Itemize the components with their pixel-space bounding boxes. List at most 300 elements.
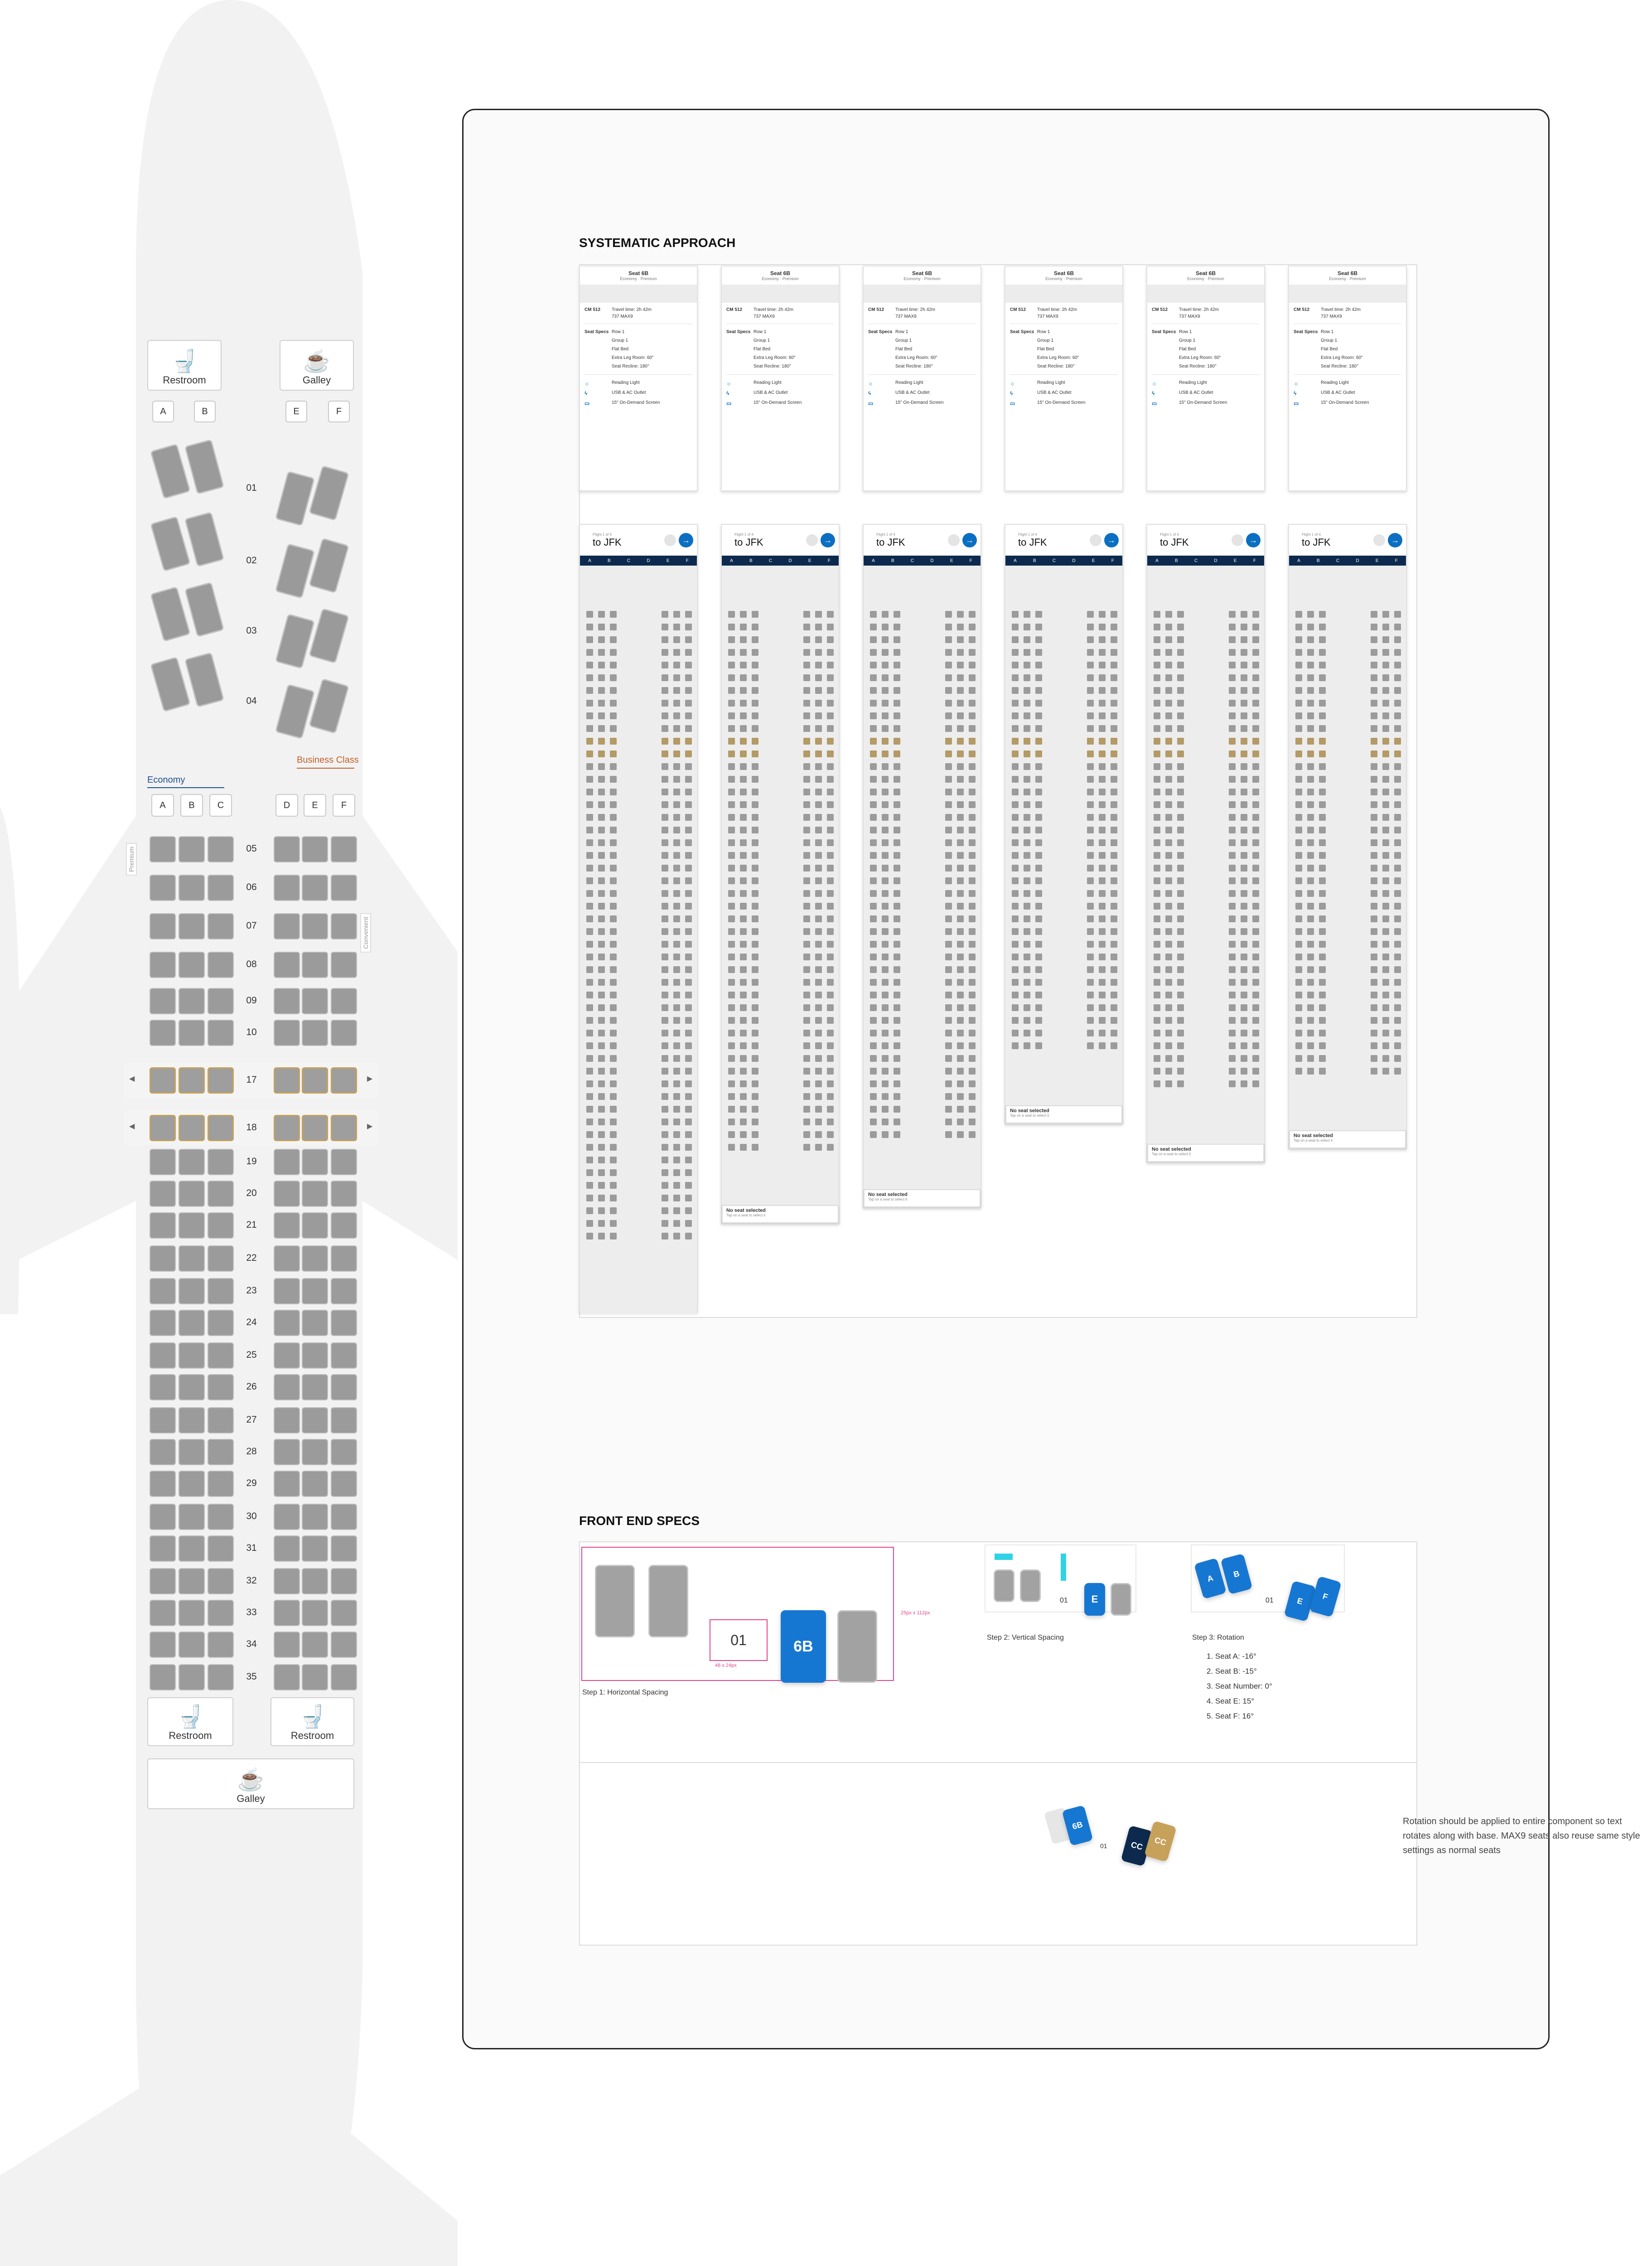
mini-seat[interactable] (728, 687, 735, 694)
mini-seat[interactable] (662, 992, 668, 998)
mini-seat[interactable] (673, 1004, 680, 1011)
mini-seat[interactable] (1099, 966, 1106, 973)
mini-seat[interactable] (728, 1118, 735, 1125)
mini-seat[interactable] (969, 674, 976, 681)
mini-seat[interactable] (598, 1093, 605, 1100)
mini-seat[interactable] (586, 789, 593, 795)
economy-seat[interactable] (302, 1632, 328, 1658)
mini-seat[interactable] (1241, 700, 1247, 707)
mini-seat[interactable] (1319, 928, 1326, 935)
mini-seat[interactable] (1099, 903, 1106, 910)
mini-seat[interactable] (815, 636, 822, 643)
economy-seat[interactable] (179, 1535, 205, 1562)
mini-seat[interactable] (1371, 700, 1377, 707)
mini-seat[interactable] (598, 1207, 605, 1214)
economy-seat[interactable] (179, 988, 205, 1014)
mini-seat[interactable] (969, 992, 976, 998)
economy-seat[interactable] (274, 1342, 300, 1369)
mini-seat[interactable] (1319, 662, 1326, 668)
economy-seat[interactable] (150, 1020, 176, 1046)
mini-seat[interactable] (1024, 649, 1030, 656)
mini-seat[interactable] (1111, 890, 1117, 897)
mini-seat[interactable] (894, 814, 900, 821)
mini-seat[interactable] (740, 941, 747, 948)
mini-seat[interactable] (957, 1017, 964, 1024)
mini-seat[interactable] (1035, 839, 1042, 846)
mini-seat[interactable] (969, 979, 976, 986)
mini-seat[interactable] (1099, 649, 1106, 656)
mini-seat[interactable] (957, 1106, 964, 1113)
mini-seat[interactable] (945, 827, 952, 833)
mini-seat[interactable] (1252, 1055, 1259, 1062)
mini-seat[interactable] (1012, 776, 1019, 783)
mini-seat[interactable] (969, 624, 976, 630)
mini-seat[interactable] (685, 903, 692, 910)
mini-seat[interactable] (1087, 750, 1094, 757)
mini-seat[interactable] (1024, 776, 1030, 783)
mini-seat[interactable] (1165, 776, 1172, 783)
mini-seat[interactable] (610, 1017, 617, 1024)
mini-seat[interactable] (882, 915, 889, 922)
mini-seat[interactable] (882, 954, 889, 960)
mini-seat[interactable] (870, 890, 877, 897)
mini-seat[interactable] (740, 700, 747, 707)
mini-seat[interactable] (740, 687, 747, 694)
mini-seat[interactable] (957, 1093, 964, 1100)
mini-seat[interactable] (1252, 1042, 1259, 1049)
mini-seat[interactable] (1154, 1017, 1160, 1024)
mini-seat[interactable] (1012, 662, 1019, 668)
mini-seat[interactable] (1319, 687, 1326, 694)
mini-seat[interactable] (728, 1017, 735, 1024)
mini-seat[interactable] (685, 954, 692, 960)
mini-seat[interactable] (728, 1080, 735, 1087)
mini-seat[interactable] (945, 992, 952, 998)
mini-seat[interactable] (803, 1080, 810, 1087)
mini-seat[interactable] (1177, 979, 1184, 986)
mini-seat[interactable] (1241, 1017, 1247, 1024)
mini-seat[interactable] (882, 1017, 889, 1024)
mini-seat[interactable] (827, 877, 834, 884)
mini-seat[interactable] (598, 1157, 605, 1163)
mini-seat[interactable] (1394, 827, 1401, 833)
mini-seat[interactable] (1165, 636, 1172, 643)
mini-seat[interactable] (1229, 941, 1236, 948)
mini-seat[interactable] (1394, 941, 1401, 948)
mini-seat[interactable] (815, 1068, 822, 1075)
mini-seat[interactable] (752, 992, 758, 998)
mini-seat[interactable] (1241, 890, 1247, 897)
economy-seat[interactable] (150, 1600, 176, 1626)
mini-seat[interactable] (1111, 1042, 1117, 1049)
economy-seat[interactable] (208, 1632, 234, 1658)
mini-seat[interactable] (740, 839, 747, 846)
mini-seat[interactable] (827, 992, 834, 998)
mini-seat[interactable] (685, 1118, 692, 1125)
mini-seat[interactable] (1295, 750, 1302, 757)
mini-seat[interactable] (1035, 611, 1042, 618)
mini-seat[interactable] (1024, 966, 1030, 973)
mini-seat[interactable] (1111, 1030, 1117, 1036)
mini-seat[interactable] (894, 725, 900, 732)
mini-seat[interactable] (1035, 776, 1042, 783)
economy-seat[interactable] (179, 1568, 205, 1594)
mini-seat[interactable] (728, 725, 735, 732)
mini-seat[interactable] (1165, 992, 1172, 998)
mini-seat[interactable] (945, 1017, 952, 1024)
mini-seat[interactable] (815, 674, 822, 681)
economy-seat[interactable] (331, 1278, 357, 1304)
mini-seat[interactable] (969, 1118, 976, 1125)
mini-seat[interactable] (870, 1055, 877, 1062)
mini-seat[interactable] (586, 890, 593, 897)
mini-seat[interactable] (1111, 776, 1117, 783)
mini-seat[interactable] (1241, 865, 1247, 872)
mini-seat[interactable] (1099, 611, 1106, 618)
mini-seat[interactable] (827, 915, 834, 922)
mini-seat[interactable] (673, 839, 680, 846)
economy-seat[interactable] (274, 1149, 300, 1175)
mini-seat[interactable] (1382, 1055, 1389, 1062)
mini-seat[interactable] (598, 1068, 605, 1075)
mini-seat[interactable] (1241, 1068, 1247, 1075)
mini-seat[interactable] (945, 928, 952, 935)
mini-seat[interactable] (1111, 1004, 1117, 1011)
mini-seat[interactable] (740, 865, 747, 872)
mini-seat[interactable] (1394, 814, 1401, 821)
mini-seat[interactable] (728, 1004, 735, 1011)
mini-seat[interactable] (1307, 750, 1314, 757)
mini-seat[interactable] (1319, 763, 1326, 770)
economy-seat[interactable] (208, 875, 234, 901)
economy-seat[interactable] (150, 1407, 176, 1433)
next-arrow-icon[interactable]: → (821, 533, 835, 547)
mini-seat[interactable] (815, 992, 822, 998)
economy-seat[interactable] (331, 875, 357, 901)
mini-seat[interactable] (969, 941, 976, 948)
mini-seat[interactable] (969, 1106, 976, 1113)
mini-seat[interactable] (969, 814, 976, 821)
mini-seat[interactable] (1307, 763, 1314, 770)
mini-seat[interactable] (728, 1093, 735, 1100)
economy-seat[interactable] (179, 1342, 205, 1369)
mini-seat[interactable] (586, 700, 593, 707)
mini-seat[interactable] (673, 738, 680, 745)
mini-seat[interactable] (1087, 624, 1094, 630)
economy-seat[interactable] (331, 1504, 357, 1530)
mini-seat[interactable] (662, 827, 668, 833)
mini-seat[interactable] (673, 903, 680, 910)
mini-seat[interactable] (1295, 649, 1302, 656)
economy-seat[interactable] (302, 1535, 328, 1562)
mini-seat[interactable] (662, 1169, 668, 1176)
mini-seat[interactable] (1087, 738, 1094, 745)
mini-seat[interactable] (957, 611, 964, 618)
mini-seat[interactable] (1111, 674, 1117, 681)
mini-seat[interactable] (969, 662, 976, 668)
mini-seat[interactable] (586, 1068, 593, 1075)
mini-seat[interactable] (1229, 624, 1236, 630)
mini-seat[interactable] (728, 877, 735, 884)
mini-seat[interactable] (1035, 624, 1042, 630)
mini-seat[interactable] (673, 789, 680, 795)
mini-seat[interactable] (1099, 865, 1106, 872)
mini-seat[interactable] (1087, 1030, 1094, 1036)
mini-seat[interactable] (740, 827, 747, 833)
mini-seat[interactable] (1241, 852, 1247, 859)
mini-seat[interactable] (1154, 827, 1160, 833)
mini-seat[interactable] (752, 877, 758, 884)
mini-seat[interactable] (1229, 611, 1236, 618)
mini-seat[interactable] (1177, 611, 1184, 618)
mini-seat[interactable] (752, 674, 758, 681)
mini-seat[interactable] (1394, 750, 1401, 757)
mini-seat[interactable] (1229, 750, 1236, 757)
economy-seat[interactable] (274, 1504, 300, 1530)
mini-seat[interactable] (1012, 890, 1019, 897)
mini-seat[interactable] (945, 1030, 952, 1036)
mini-seat[interactable] (1307, 1055, 1314, 1062)
mini-seat[interactable] (882, 992, 889, 998)
mini-seat[interactable] (1024, 814, 1030, 821)
mini-seat[interactable] (969, 928, 976, 935)
mini-seat[interactable] (1154, 738, 1160, 745)
mini-seat[interactable] (815, 712, 822, 719)
mini-seat[interactable] (957, 992, 964, 998)
mini-seat[interactable] (673, 1118, 680, 1125)
premium-seat[interactable] (150, 1115, 176, 1141)
mini-seat[interactable] (882, 827, 889, 833)
mini-seat[interactable] (957, 1055, 964, 1062)
mini-seat[interactable] (870, 1080, 877, 1087)
mini-seat[interactable] (1295, 1042, 1302, 1049)
mini-seat[interactable] (685, 852, 692, 859)
mini-seat[interactable] (598, 1004, 605, 1011)
mini-seat[interactable] (957, 725, 964, 732)
mini-seat[interactable] (870, 1042, 877, 1049)
economy-seat[interactable] (179, 1374, 205, 1400)
mini-seat[interactable] (662, 789, 668, 795)
mini-seat[interactable] (969, 801, 976, 808)
mini-seat[interactable] (803, 611, 810, 618)
mini-seat[interactable] (1241, 992, 1247, 998)
mini-seat[interactable] (1099, 674, 1106, 681)
mini-seat[interactable] (1099, 662, 1106, 668)
mini-seat[interactable] (1394, 763, 1401, 770)
mini-seat[interactable] (1087, 852, 1094, 859)
mini-seat[interactable] (969, 1093, 976, 1100)
mini-seat[interactable] (685, 1157, 692, 1163)
mini-seat[interactable] (1241, 954, 1247, 960)
mini-seat[interactable] (1394, 687, 1401, 694)
mini-seat[interactable] (1241, 1030, 1247, 1036)
economy-seat[interactable] (302, 1374, 328, 1400)
mini-seat[interactable] (1154, 725, 1160, 732)
mini-seat[interactable] (1165, 954, 1172, 960)
mini-seat[interactable] (827, 636, 834, 643)
mini-seat[interactable] (1371, 662, 1377, 668)
mini-seat[interactable] (1111, 814, 1117, 821)
economy-seat[interactable] (179, 836, 205, 862)
mini-seat[interactable] (1394, 839, 1401, 846)
avatar[interactable] (948, 534, 960, 546)
mini-seat[interactable] (1307, 636, 1314, 643)
mini-seat[interactable] (882, 890, 889, 897)
mini-seat[interactable] (752, 636, 758, 643)
mini-seat[interactable] (728, 915, 735, 922)
premium-seat[interactable] (331, 1115, 357, 1141)
mini-seat[interactable] (1012, 877, 1019, 884)
mini-seat[interactable] (870, 865, 877, 872)
mini-seat[interactable] (685, 636, 692, 643)
mini-seat[interactable] (827, 1131, 834, 1138)
mini-seat[interactable] (1229, 890, 1236, 897)
mini-seat[interactable] (1394, 1068, 1401, 1075)
economy-seat[interactable] (208, 1535, 234, 1562)
mini-seat[interactable] (945, 1080, 952, 1087)
mini-seat[interactable] (1319, 801, 1326, 808)
mini-seat[interactable] (728, 827, 735, 833)
mini-seat[interactable] (1154, 1080, 1160, 1087)
mini-seat[interactable] (662, 1233, 668, 1240)
mini-seat[interactable] (815, 839, 822, 846)
mini-seat[interactable] (815, 915, 822, 922)
mini-seat[interactable] (1154, 789, 1160, 795)
mini-seat[interactable] (586, 992, 593, 998)
mini-seat[interactable] (945, 750, 952, 757)
mini-seat[interactable] (1229, 801, 1236, 808)
mini-seat[interactable] (673, 624, 680, 630)
avatar[interactable] (664, 534, 676, 546)
mini-seat[interactable] (969, 1080, 976, 1087)
economy-seat[interactable] (302, 836, 328, 862)
mini-seat[interactable] (1307, 1017, 1314, 1024)
mini-seat[interactable] (1229, 928, 1236, 935)
mini-seat[interactable] (870, 992, 877, 998)
economy-seat[interactable] (150, 1632, 176, 1658)
economy-seat[interactable] (331, 1535, 357, 1562)
mini-seat[interactable] (1319, 712, 1326, 719)
mini-seat[interactable] (969, 763, 976, 770)
mini-seat[interactable] (752, 750, 758, 757)
mini-seat[interactable] (1035, 954, 1042, 960)
mini-seat[interactable] (1165, 1080, 1172, 1087)
mini-seat[interactable] (1382, 827, 1389, 833)
mini-seat[interactable] (1035, 852, 1042, 859)
mini-seat[interactable] (870, 611, 877, 618)
mini-seat[interactable] (1165, 1042, 1172, 1049)
mini-seat[interactable] (815, 1080, 822, 1087)
mini-seat[interactable] (1087, 814, 1094, 821)
mini-seat[interactable] (945, 712, 952, 719)
mini-seat[interactable] (957, 966, 964, 973)
mini-seat[interactable] (740, 776, 747, 783)
mini-seat[interactable] (598, 1131, 605, 1138)
mini-seat[interactable] (662, 915, 668, 922)
mini-seat[interactable] (598, 928, 605, 935)
next-arrow-icon[interactable]: → (679, 533, 693, 547)
mini-seat[interactable] (662, 712, 668, 719)
mini-seat[interactable] (673, 1080, 680, 1087)
mini-seat[interactable] (827, 890, 834, 897)
mini-seat[interactable] (1382, 636, 1389, 643)
mini-seat[interactable] (1295, 738, 1302, 745)
economy-seat[interactable] (274, 1632, 300, 1658)
mini-seat[interactable] (1154, 624, 1160, 630)
mini-seat[interactable] (662, 1055, 668, 1062)
mini-seat[interactable] (662, 1207, 668, 1214)
mini-seat[interactable] (1111, 611, 1117, 618)
economy-seat[interactable] (208, 1212, 234, 1239)
next-arrow-icon[interactable]: → (1104, 533, 1119, 547)
mini-seat[interactable] (894, 954, 900, 960)
mini-seat[interactable] (685, 1195, 692, 1201)
mini-seat[interactable] (827, 941, 834, 948)
mini-seat[interactable] (1307, 725, 1314, 732)
mini-seat[interactable] (870, 827, 877, 833)
mini-seat[interactable] (1371, 674, 1377, 681)
economy-seat[interactable] (331, 1664, 357, 1690)
mini-seat[interactable] (1229, 700, 1236, 707)
mini-seat[interactable] (752, 1030, 758, 1036)
mini-seat[interactable] (586, 1080, 593, 1087)
mini-seat[interactable] (598, 1182, 605, 1189)
economy-seat[interactable] (179, 1632, 205, 1658)
mini-seat[interactable] (1371, 954, 1377, 960)
mini-seat[interactable] (586, 877, 593, 884)
mini-seat[interactable] (610, 801, 617, 808)
mini-seat[interactable] (969, 700, 976, 707)
mini-seat[interactable] (1177, 928, 1184, 935)
mini-seat[interactable] (1154, 649, 1160, 656)
mini-seat[interactable] (740, 1004, 747, 1011)
mini-seat[interactable] (1177, 1017, 1184, 1024)
mini-seat[interactable] (740, 915, 747, 922)
mini-seat[interactable] (957, 1042, 964, 1049)
economy-seat[interactable] (331, 1568, 357, 1594)
mini-seat[interactable] (1087, 611, 1094, 618)
mini-seat[interactable] (894, 611, 900, 618)
mini-seat[interactable] (894, 801, 900, 808)
mini-seat[interactable] (685, 1055, 692, 1062)
mini-seat[interactable] (1035, 789, 1042, 795)
mini-seat[interactable] (662, 1106, 668, 1113)
mini-seat[interactable] (740, 814, 747, 821)
mini-seat[interactable] (586, 839, 593, 846)
mini-seat[interactable] (1165, 890, 1172, 897)
mini-seat[interactable] (894, 979, 900, 986)
mini-seat[interactable] (894, 1093, 900, 1100)
mini-seat[interactable] (1111, 954, 1117, 960)
mini-seat[interactable] (610, 1042, 617, 1049)
mini-seat[interactable] (957, 877, 964, 884)
mini-seat[interactable] (586, 674, 593, 681)
mini-seat[interactable] (1307, 712, 1314, 719)
mini-seat[interactable] (1252, 789, 1259, 795)
mini-seat[interactable] (1099, 776, 1106, 783)
mini-seat[interactable] (1394, 877, 1401, 884)
mini-seat[interactable] (882, 1068, 889, 1075)
mini-seat[interactable] (1154, 814, 1160, 821)
mini-seat[interactable] (1307, 649, 1314, 656)
mini-seat[interactable] (1024, 827, 1030, 833)
mini-seat[interactable] (827, 979, 834, 986)
mini-seat[interactable] (685, 941, 692, 948)
mini-seat[interactable] (1024, 801, 1030, 808)
mini-seat[interactable] (1382, 1068, 1389, 1075)
mini-seat[interactable] (673, 712, 680, 719)
mini-seat[interactable] (945, 852, 952, 859)
